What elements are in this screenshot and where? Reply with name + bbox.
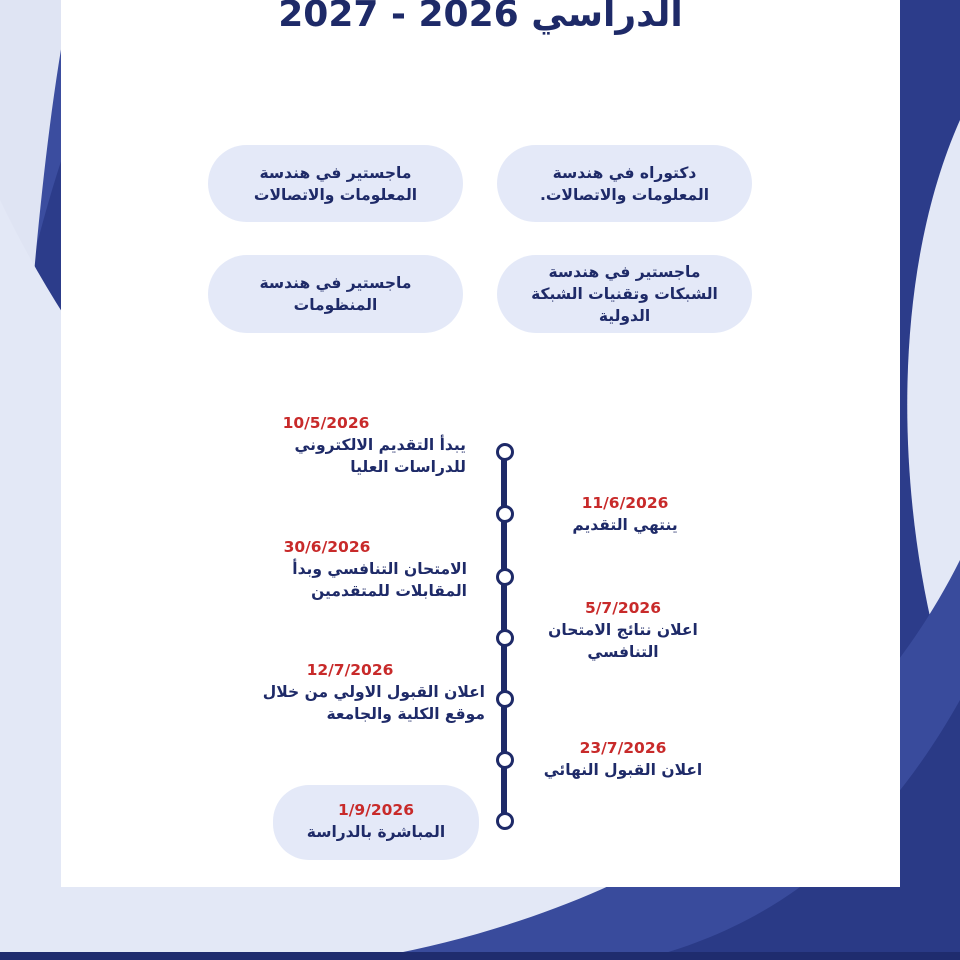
timeline-node (496, 505, 514, 523)
event-date: 11/6/2026 (581, 494, 669, 512)
timeline-node (496, 443, 514, 461)
program-pill-text: ماجستير في هندسة الشبكات وتقنيات الشبكة الدولية (531, 263, 718, 325)
event-text: يبدأ التقديم الالكتروني للدراسات العليا (294, 436, 466, 476)
event-date: 10/5/2026 (282, 414, 370, 432)
timeline-event (226, 412, 466, 478)
content-card (61, 0, 900, 887)
timeline-event (534, 597, 712, 663)
program-pill-text: ماجستير في هندسة المعلومات والاتصالات (253, 163, 418, 204)
timeline-event (245, 659, 485, 725)
event-text: اعلان القبول الاولي من خلال موقع الكلية والجامعة (262, 683, 485, 723)
event-date: 23/7/2026 (579, 739, 667, 757)
program-pill-text: دكتوراه في هندسة المعلومات والاتصالات. (539, 163, 710, 204)
event-date: 1/9/2026 (337, 801, 415, 819)
event-date: 5/7/2026 (584, 599, 662, 617)
timeline-node (496, 751, 514, 769)
program-pill-phd (497, 145, 752, 222)
event-date: 30/6/2026 (283, 538, 371, 556)
event-text: اعلان نتائج الامتحان التنافسي (548, 621, 698, 661)
event-date: 12/7/2026 (306, 661, 394, 679)
program-pill-msc-systems (208, 255, 463, 333)
timeline-event-final (273, 785, 479, 860)
timeline-event (227, 536, 467, 602)
event-text: المباشرة بالدراسة (306, 823, 446, 841)
timeline-node (496, 812, 514, 830)
timeline-event (528, 737, 718, 781)
timeline-node (496, 568, 514, 586)
program-pill-text: ماجستير في هندسة المنظومات (259, 274, 412, 314)
event-text: اعلان القبول النهائي (543, 761, 703, 779)
program-pill-msc-networks (497, 255, 752, 333)
event-text: ينتهي التقديم (572, 516, 678, 534)
timeline-node (496, 629, 514, 647)
program-pill-msc-ict (208, 145, 463, 222)
page-title-line-2: الدراسي 2026 - 2027 (278, 0, 683, 35)
timeline-event (545, 492, 705, 536)
timeline-node (496, 690, 514, 708)
event-text: الامتحان التنافسي وبدأ المقابلات للمتقدمين (292, 560, 467, 600)
